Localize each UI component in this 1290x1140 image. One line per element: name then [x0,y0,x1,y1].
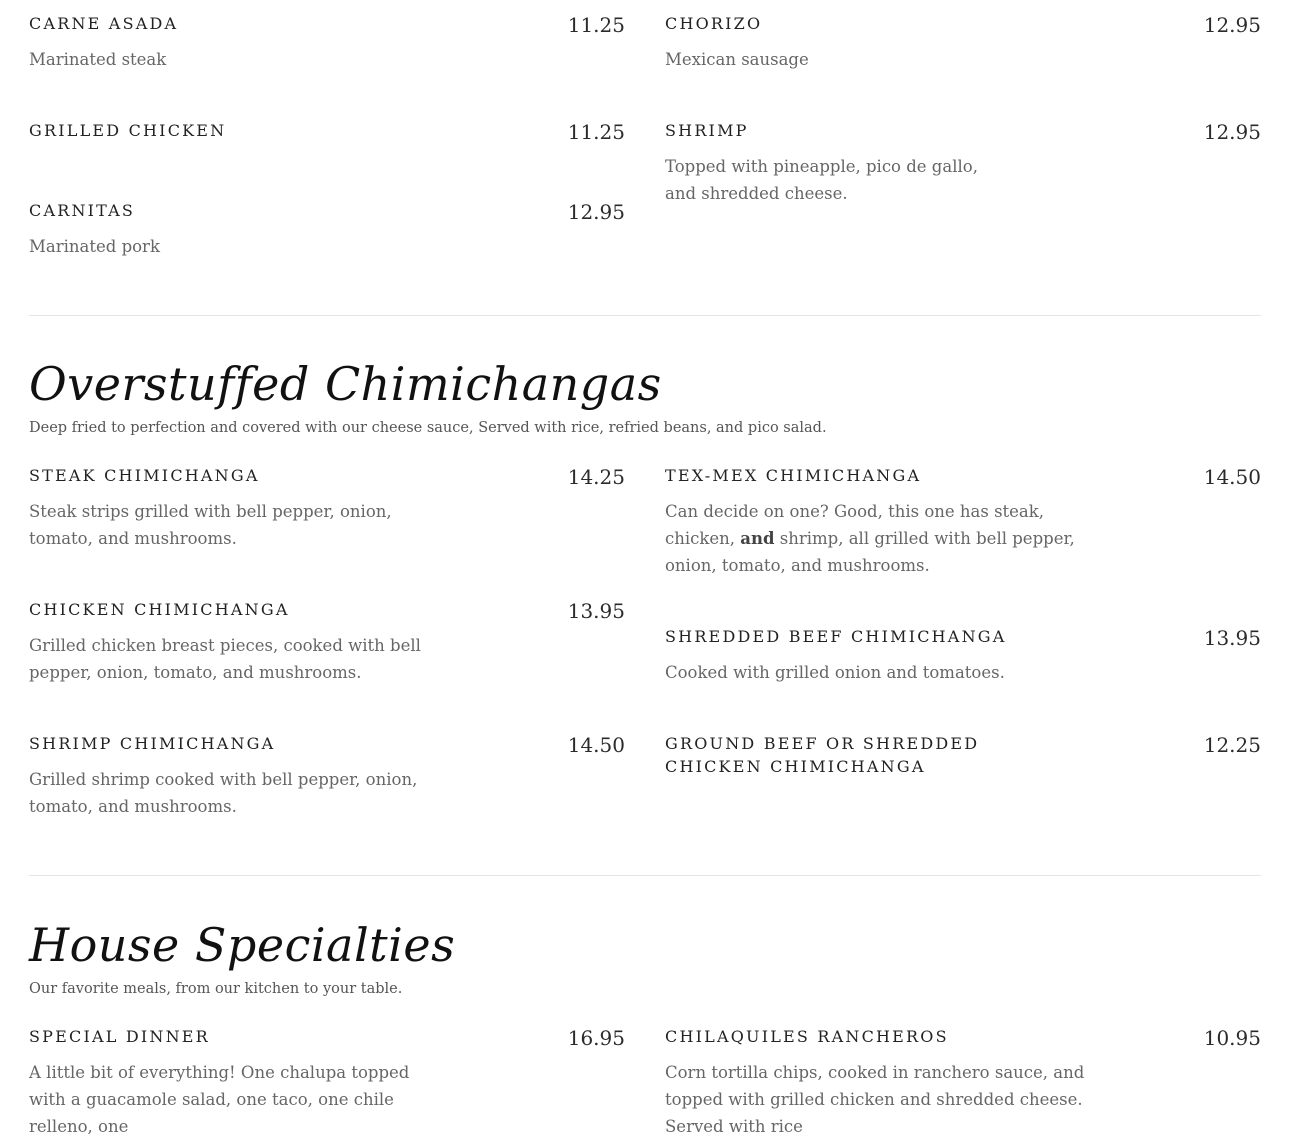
menu-item [665,625,1261,686]
menu-item [665,12,1261,73]
description-text: shrimp, all grilled with bell pepper, onion, tomato, and mushrooms. [665,529,1075,575]
menu-item-price: 12.25 [1203,733,1261,757]
menu-item-name: TEX-MEX CHIMICHANGA [665,466,922,485]
menu-item-price: 14.25 [567,465,625,489]
menu-item-price: 11.25 [567,13,625,37]
section-divider [29,875,1261,876]
menu-item-name: GROUND BEEF OR SHREDDED CHICKEN CHIMICHANGA [665,734,980,776]
menu-item [29,119,625,142]
menu-section-meats [29,0,1261,300]
description-text: Can decide on one? Good, this one has steak, chicken, [665,502,1045,548]
section-subtitle: Our favorite meals, from our kitchen to your table. [29,981,403,997]
menu-item [665,119,1261,207]
menu-item-name: CHILAQUILES RANCHEROS [665,1027,949,1046]
menu-item [29,199,625,260]
menu-section-chimichangas [29,464,1261,824]
menu-item-description: Steak strips grilled with bell pepper, onion, tomato, and mushrooms. [29,502,392,548]
menu-item-price: 13.95 [1203,626,1261,650]
menu-item-price: 14.50 [567,733,625,757]
menu-item-name: CARNITAS [29,201,136,220]
menu-item-price: 11.25 [567,120,625,144]
menu-item-name: CHICKEN CHIMICHANGA [29,600,290,619]
menu-item [665,732,1261,778]
menu-item-name: CARNE ASADA [29,14,179,33]
menu-item-description: Marinated pork [29,237,160,256]
section-divider [29,315,1261,316]
menu-item-price: 13.95 [567,599,625,623]
menu-item-description: Topped with pineapple, pico de gallo, and shredded cheese. [665,157,978,203]
description-emphasis: and [740,529,775,548]
menu-item-name: CHORIZO [665,14,763,33]
menu-item-name: SHREDDED BEEF CHIMICHANGA [665,627,1007,646]
menu-item-price: 14.50 [1203,465,1261,489]
menu-item-name: SPECIAL DINNER [29,1027,210,1046]
menu-item-name: GRILLED CHICKEN [29,121,227,140]
menu-item-description: Grilled shrimp cooked with bell pepper, onion, tomato, and mushrooms. [29,770,418,816]
menu-item-price: 12.95 [567,200,625,224]
menu-item [29,1025,625,1140]
menu-item-description [665,498,1085,579]
menu-section-house-specialties [29,1025,1261,1136]
menu-item-price: 12.95 [1203,120,1261,144]
menu-item-price: 12.95 [1203,13,1261,37]
section-title: Overstuffed Chimichangas [29,357,662,411]
menu-item [665,1025,1261,1140]
menu-item-price: 10.95 [1203,1026,1261,1050]
menu-item [29,464,625,552]
menu-item-description: Corn tortilla chips, cooked in ranchero sauce, and topped with grilled chicken and shredded cheese. Served with rice [665,1063,1085,1136]
menu-item-name: STEAK CHIMICHANGA [29,466,260,485]
menu-item-description: Mexican sausage [665,50,809,69]
menu-item-description: A little bit of everything! One chalupa topped with a guacamole salad, one taco, one chile relleno, one [29,1063,410,1136]
menu-item-name: SHRIMP [665,121,749,140]
menu-item [665,464,1261,579]
menu-item-description: Grilled chicken breast pieces, cooked with bell pepper, onion, tomato, and mushrooms. [29,636,421,682]
menu-item [29,12,625,73]
menu-item [29,598,625,686]
menu-item [29,732,625,820]
menu-item-description: Marinated steak [29,50,167,69]
menu-item-price: 16.95 [567,1026,625,1050]
section-subtitle: Deep fried to perfection and covered with our cheese sauce, Served with rice, refried beans, and pico salad. [29,420,827,436]
menu-item-description: Cooked with grilled onion and tomatoes. [665,663,1005,682]
menu-item-name: SHRIMP CHIMICHANGA [29,734,276,753]
section-title: House Specialties [29,918,456,972]
